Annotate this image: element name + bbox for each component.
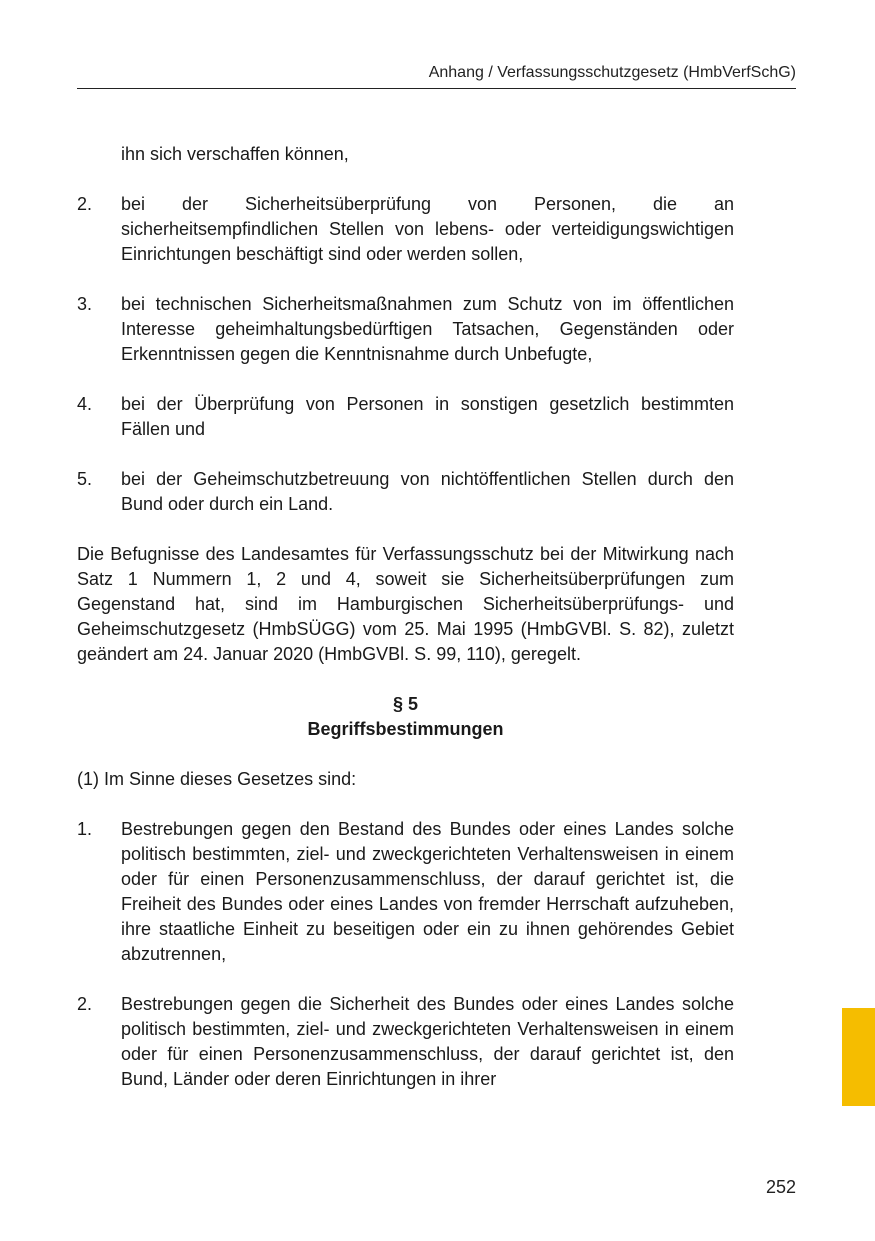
list-item: [77, 992, 734, 1092]
running-title: Anhang / Verfassungsschutzgesetz (HmbVerfSchG): [428, 64, 796, 81]
list-item: [77, 467, 734, 517]
list-item: [77, 817, 734, 967]
list-item-number: 3.: [77, 294, 93, 314]
running-header: [77, 63, 796, 89]
page-number: 252: [765, 1177, 796, 1197]
continuation-text: ihn sich verschaffen können,: [121, 144, 349, 164]
list-item-text: Bestrebungen gegen die Sicherheit des Bundes oder eines Landes solche politisch bestimmten, ziel- und zweckgerichteten Verhaltensweisen in einem oder für einen Personenzusammenschluss, der darauf gerichtet ist, den Bund, Länder oder deren Einrichtungen in ihrer: [121, 994, 734, 1089]
list-item: [77, 392, 734, 442]
body-paragraph: Die Befugnisse des Landesamtes für Verfassungsschutz bei der Mitwirkung nach Satz 1 Nummern 1, 2 und 4, soweit sie Sicherheitsüberprüfungen zum Gegenstand hat, sind im Hamburgischen Sicherheitsüberprüfungs- und Geheimschutzgesetz (HmbSÜGG) vom 25. Mai 1995 (HmbGVBl. S. 82), zuletzt geändert am 24. Januar 2020 (HmbGVBl. S. 99, 110), geregelt.: [77, 544, 734, 664]
page-body: [77, 142, 734, 1117]
list-item-number: 4.: [77, 394, 93, 414]
section-number: § 5: [392, 694, 419, 714]
list-item-text: bei technischen Sicherheitsmaßnahmen zum Schutz von im öffentlichen Interesse geheimhaltungsbedürftigen Tatsachen, Gegenständen oder Erkenntnissen gegen die Kenntnisnahme durch Unbefugte,: [121, 294, 734, 364]
list-item: [77, 292, 734, 367]
list-item-text: Bestrebungen gegen den Bestand des Bundes oder eines Landes solche politisch bestimmten, ziel- und zweckgerichteten Verhaltensweisen in einem oder für einen Personenzusammenschluss, der darauf gerichtet ist, die Freiheit des Bundes oder eines Landes von fremder Herrschaft aufzuheben, ihre staatliche Einheit zu beseitigen oder ein zu ihnen gehörendes Gebiet abzutrennen,: [121, 819, 734, 964]
list-item-number: 2.: [77, 994, 93, 1014]
intro-text: (1) Im Sinne dieses Gesetzes sind:: [77, 769, 357, 789]
list-item-text: bei der Sicherheitsüberprüfung von Personen, die an sicherheitsempfindlichen Stellen von lebens- oder verteidigungswichtigen Einrichtungen beschäftigt sind oder werden sollen,: [121, 194, 734, 264]
list-item-number: 5.: [77, 469, 93, 489]
list-item-number: 1.: [77, 819, 93, 839]
list-item: [77, 192, 734, 267]
list-item-text: bei der Geheimschutzbetreuung von nichtöffentlichen Stellen durch den Bund oder durch ein Land.: [121, 469, 734, 514]
chapter-tab-marker: [842, 1008, 875, 1106]
section-title: Begriffsbestimmungen: [307, 719, 504, 739]
list-item-text: bei der Überprüfung von Personen in sonstigen gesetzlich bestimmten Fällen und: [121, 394, 734, 439]
list-item-number: 2.: [77, 194, 93, 214]
